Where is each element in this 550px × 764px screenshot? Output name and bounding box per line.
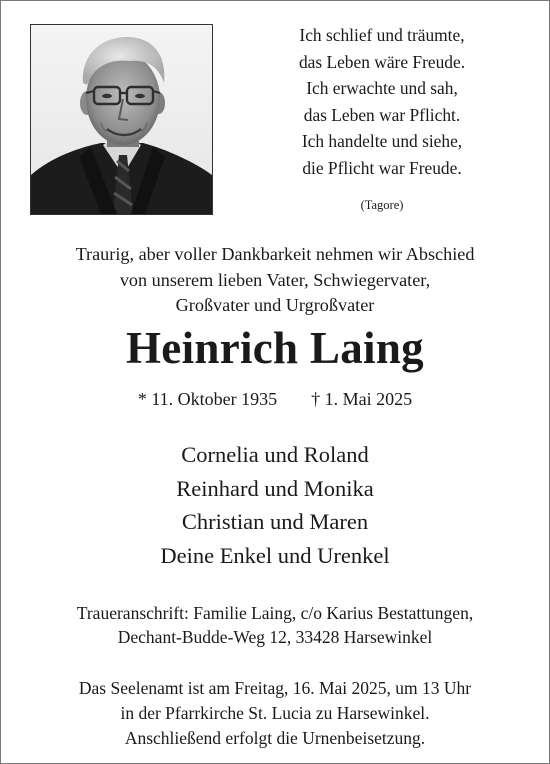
service-info (0, 676, 550, 751)
service-line: in der Pfarrkirche St. Lucia zu Harsewinkel. (120, 703, 430, 723)
intro-text (0, 242, 550, 319)
poem-line: das Leben war Pflicht. (303, 104, 461, 125)
poem-line: Ich erwachte und sah, (306, 78, 458, 99)
poem-line: Ich handelte und siehe, (301, 131, 463, 152)
intro-line: Traurig, aber voller Dankbarkeit nehmen wir Abschied (75, 244, 475, 264)
poem-line: die Pflicht war Freude. (302, 157, 462, 178)
portrait-illustration (31, 25, 212, 214)
mourning-address (0, 602, 550, 649)
portrait-photo (30, 24, 213, 215)
mourner-line: Cornelia und Roland (181, 442, 369, 467)
life-dates (0, 389, 550, 410)
mourner-line: Deine Enkel und Urenkel (160, 542, 390, 568)
poem-line: das Leben wäre Freude. (298, 51, 466, 72)
service-line: Das Seelenamt ist am Freitag, 16. Mai 2025, um 13 Uhr (78, 678, 472, 698)
mourner-line: Christian und Maren (181, 509, 369, 534)
poem-attribution: (Tagore) (360, 198, 404, 212)
address-line: Dechant-Budde-Weg 12, 33428 Harsewinkel (117, 626, 433, 647)
poem (232, 22, 532, 182)
poem-line: Ich schlief und träumte, (299, 25, 465, 45)
mourners-list (0, 438, 550, 572)
intro-line: von unserem lieben Vater, Schwiegervater, (119, 269, 431, 290)
deceased-name: Heinrich Laing (126, 323, 424, 373)
death-date: † 1. Mai 2025 (311, 389, 413, 409)
intro-line: Großvater und Urgroßvater (175, 295, 375, 315)
service-line: Anschließend erfolgt die Urnenbeisetzung. (124, 728, 426, 748)
mourner-line: Reinhard und Monika (176, 475, 374, 501)
address-line: Traueranschrift: Familie Laing, c/o Karius Bestattungen, (76, 603, 474, 623)
birth-date: * 11. Oktober 1935 (137, 389, 278, 409)
